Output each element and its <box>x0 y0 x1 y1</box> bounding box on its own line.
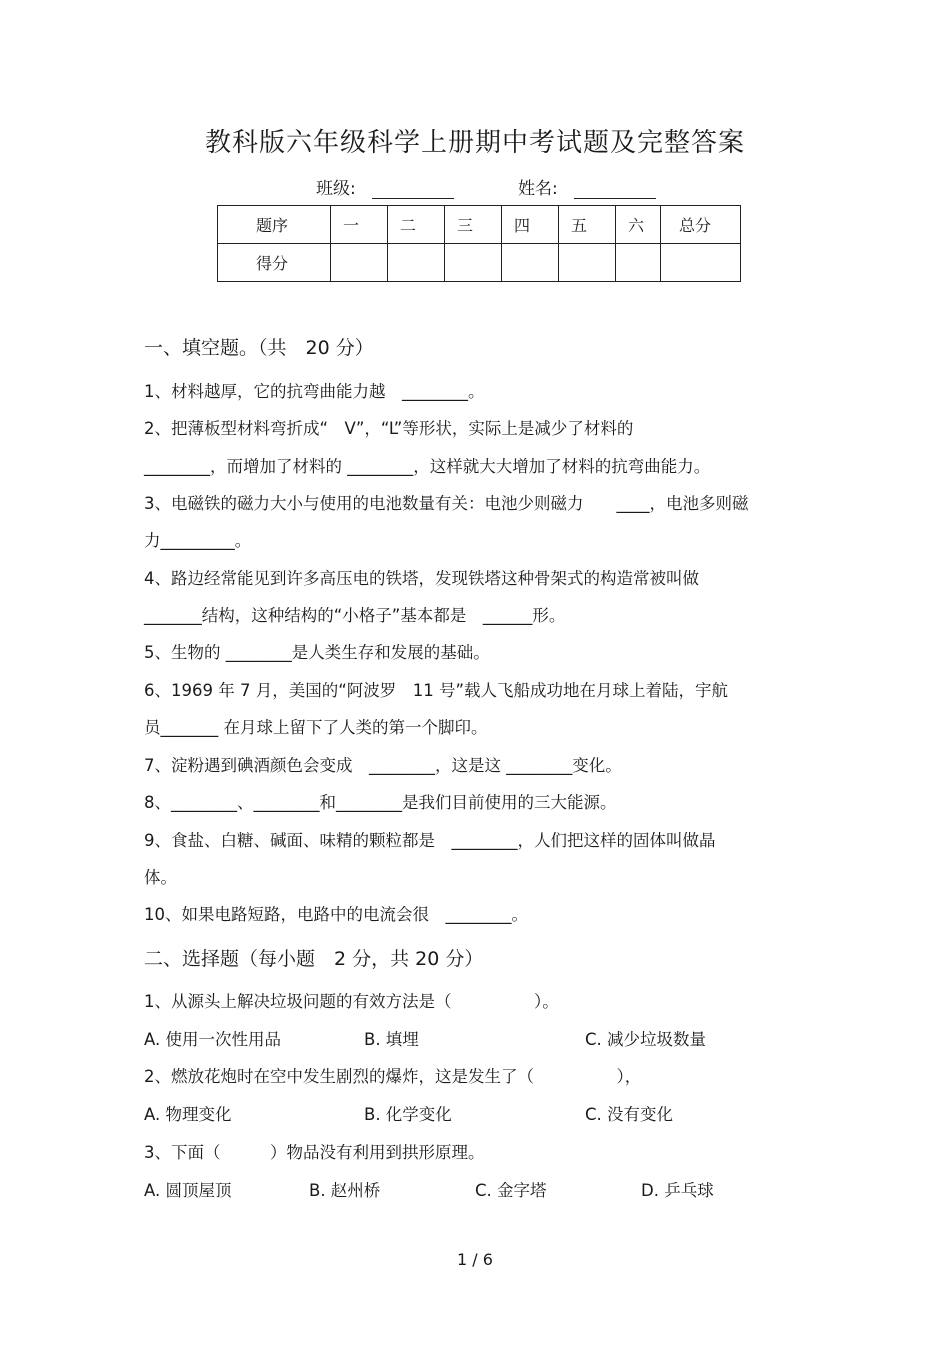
score-table <box>217 205 741 282</box>
question-line: 5、生物的 ________是人类生存和发展的基础。 <box>144 643 490 662</box>
score-cell[interactable] <box>616 244 661 282</box>
document-title: 教科版六年级科学上册期中考试题及完整答案 <box>204 128 745 158</box>
section-heading-fill-blank: 一、填空题。（共 20 分） <box>144 337 374 359</box>
question-line: ________，而增加了材料的 ________，这样就大大增加了材料的抗弯曲能力。 <box>144 457 711 476</box>
option-d: D. 乒乓球 <box>641 1181 714 1200</box>
question-line: 体。 <box>144 868 177 887</box>
question-line: 3、下面（ ）物品没有利用到拱形原理。 <box>144 1143 485 1162</box>
score-cell[interactable] <box>559 244 616 282</box>
score-header-cell: 五 <box>559 206 616 244</box>
score-header-cell: 三 <box>445 206 502 244</box>
question-line: 7、淀粉遇到碘酒颜色会变成 ________，这是这 ________变化。 <box>144 756 622 775</box>
name-field <box>518 174 656 199</box>
page-number: 1 / 6 <box>457 1250 493 1269</box>
question-line: 6、1969 年 7 月，美国的“阿波罗 11 号”载人飞船成功地在月球上着陆，宇航 <box>144 681 729 700</box>
score-header-cell: 二 <box>388 206 445 244</box>
question-line: 2、把薄板型材料弯折成“ V”，“L”等形状，实际上是减少了材料的 <box>144 419 634 438</box>
class-label: 班级: <box>316 179 356 199</box>
score-cell[interactable] <box>388 244 445 282</box>
class-field <box>316 174 454 199</box>
option-c: C. 金字塔 <box>475 1181 547 1200</box>
score-header-cell: 六 <box>616 206 661 244</box>
option-a: A. 使用一次性用品 <box>144 1030 281 1049</box>
question-line: 4、路边经常能见到许多高压电的铁塔，发现铁塔这种骨架式的构造常被叫做 <box>144 569 699 588</box>
question-line: 8、________、________和________是我们目前使用的三大能源。 <box>144 793 617 812</box>
question-line: 员_______ 在月球上留下了人类的第一个脚印。 <box>144 718 488 737</box>
score-cell[interactable] <box>445 244 502 282</box>
question-line: 1、材料越厚，它的抗弯曲能力越 ________。 <box>144 382 485 401</box>
score-value-row <box>218 244 741 282</box>
score-header-cell: 四 <box>502 206 559 244</box>
option-c: C. 减少垃圾数量 <box>585 1030 707 1049</box>
question-line: 2、燃放花炮时在空中发生剧烈的爆炸，这是发生了（ ）， <box>144 1067 642 1086</box>
option-b: B. 化学变化 <box>364 1105 452 1124</box>
score-cell[interactable] <box>661 244 741 282</box>
option-c: C. 没有变化 <box>585 1105 674 1124</box>
question-line: 9、食盐、白糖、碱面、味精的颗粒都是 ________，人们把这样的固体叫做晶 <box>144 831 716 850</box>
question-line: 3、电磁铁的磁力大小与使用的电池数量有关：电池少则磁力 ____，电池多则磁 <box>144 494 749 513</box>
score-header-cell: 题序 <box>218 206 331 244</box>
question-line: 力_________。 <box>144 531 252 550</box>
question-line: 1、从源头上解决垃圾问题的有效方法是（ ）。 <box>144 992 559 1011</box>
option-b: B. 赵州桥 <box>309 1181 381 1200</box>
score-label-cell: 得分 <box>218 244 331 282</box>
option-a: A. 物理变化 <box>144 1105 232 1124</box>
question-line: 10、如果电路短路，电路中的电流会很 ________。 <box>144 905 528 924</box>
score-cell[interactable] <box>502 244 559 282</box>
class-blank <box>372 180 454 199</box>
name-label: 姓名: <box>518 179 558 199</box>
score-header-cell: 总分 <box>661 206 741 244</box>
name-blank <box>574 180 656 199</box>
option-a: A. 圆顶屋顶 <box>144 1181 232 1200</box>
score-cell[interactable] <box>331 244 388 282</box>
question-line: _______结构，这种结构的“小格子”基本都是 ______形。 <box>144 606 566 625</box>
score-header-cell: 一 <box>331 206 388 244</box>
option-b: B. 填埋 <box>364 1030 419 1049</box>
score-header-row <box>218 206 741 244</box>
section-heading-choice: 二、选择题（每小题 2 分，共 20 分） <box>144 948 484 970</box>
